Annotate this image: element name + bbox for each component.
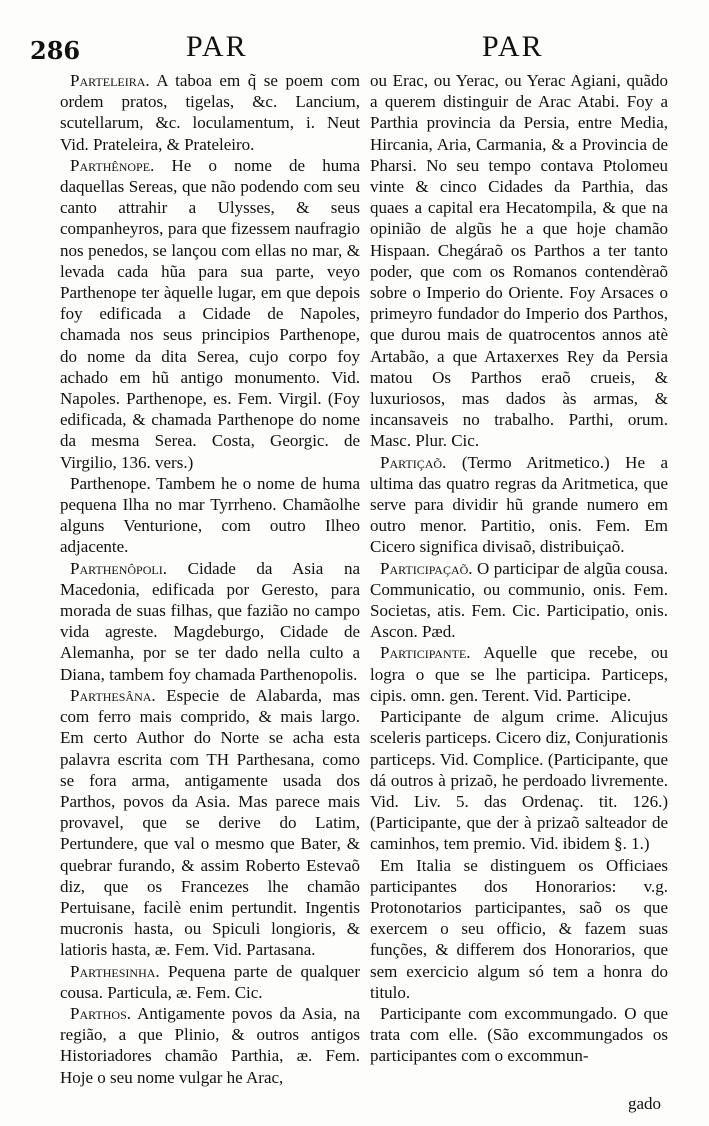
entry-headword: Partiçaõ. [380, 452, 447, 472]
entry-text: ou Erac, ou Yerac, ou Yerac Agiani, quãdo a querem distinguir de Arac Atabi. Foy a Parthia provincia da Persia, entre Media, Hircania, Aria, Carmania, & a Provincia de Pharsi. No seu tempo contava Ptolomeu vinte & cinco Cidades da Parthia, das quaes a capital era Hecatompila, & que na opinião de algũs he a que hoje chamão Hispaan. Chegáraõ os Parthos a ter tanto poder, que com os Romanos contendèraõ sobre o Imperio do Oriente. Foy Arsaces o primeyro fundador do Imperio dos Parthos, que durou mais de quatrocentos annos atè Artabão, a que Artaxerxes Rey da Persia matou Os Parthos eraõ crueis, & luxuriosos, mas dados às armas, & incansaveis no trabalho. Parthi, orum. Masc. Plur. Cic. [370, 71, 668, 451]
entry-text: Antigamente povos da Asia, na região, a que Plinio, & outros antigos Historiadores chamão Parthia, æ. Fem. Hoje o seu nome vulgar he Arac, [60, 1003, 360, 1087]
dictionary-entry [60, 1003, 360, 1088]
entry-text: (Termo Aritmetico.) He a ultima das quatro regras da Aritmetica, que serve para dividir hũ grande numero em outro menor. Partitio, onis. Fem. Em Cicero significa divisaõ, distribuiçaõ. [370, 452, 669, 557]
entry-text: Parthenope. Tambem he o nome de huma pequena Ilha no mar Tyrrheno. Chamãolhe alguns Venturione, com outro Ilheo adjacente. [60, 473, 360, 557]
entry-headword: Parthênope. [70, 155, 155, 175]
dictionary-entry [370, 1003, 668, 1067]
page-header [0, 30, 709, 70]
running-head-right: PAR [482, 30, 544, 63]
entry-headword: Parthenôpoli. [70, 558, 167, 578]
dictionary-entry-continuation [370, 70, 668, 452]
entry-text: He o nome de huma daquellas Sereas, que não podendo com seu canto attrahir a Ulysses, & seus companheyros, para que fizessem naufragio nos penedos, se lançou com ellas no mar, & levada cada hũa para sua parte, veyo Parthenope ter àquelle lugar, em que depois foy edificada a Cidade de Napoles, chamada nos seus principios Parthenope, do nome da dita Serea, cujo corpo foy achado em hũ antigo monumento. Vid. Napoles. Parthenope, es. Fem. Virgil. (Foy edificada, & chamada Parthenope do nome da mesma Serea. Costa, Georgic. de Virgilio, 136. vers.) [60, 155, 361, 472]
entry-text: Pequena parte de qualquer cousa. Particula, æ. Fem. Cic. [60, 961, 360, 1002]
dictionary-entry [60, 473, 360, 558]
dictionary-entry [370, 855, 668, 1003]
entry-headword: Parthesinha. [70, 961, 160, 981]
dictionary-entry [370, 706, 668, 854]
entry-text: Participante com excommungado. O que trata com elle. (São excommungados os participantes com o excommun- [370, 1003, 668, 1066]
entry-text: Cidade da Asia na Macedonia, edificada por Geresto, para morada de suas filhas, que fazião no campo vida agreste. Magdeburgo, Cidade de Alemanha, por se ter dado nella culto a Diana, tambem foy chamada Parthenopolis. [60, 558, 361, 684]
catchword: gado [627, 1094, 661, 1113]
entry-headword: Parthesâna. [70, 685, 156, 705]
entry-headword: Participaçaõ. [380, 558, 473, 578]
entry-text: Especie de Alabarda, mas com ferro mais comprido, & mais largo. Em certo Author do Norte se acha esta palavra escrita com TH Parthesana, como se fora arma, antigamente usada dos Parthos, povos da Asia. Mas parece mais provavel, que se derive do Latim, Pertundere, que val o mesmo que Bater, & quebrar furando, & assim Roberto Estevaõ diz, que os Francezes lhe chamão Pertuisane, facilè enim pertundit. Ingentis mucronis hasta, ou Spiculi longioris, & latioris hasta, æ. Fem. Vid. Partasana. [60, 685, 360, 960]
dictionary-entry [370, 452, 668, 558]
entry-text: A taboa em q̃ se poem com ordem pratos, tigelas, &c. Lancium, scutellarum, &c. loculamentum, i. Neut Vid. Prateleira, & Prateleiro. [60, 71, 361, 154]
entry-text: Aquelle que recebe, ou logra o que se lhe participa. Particeps, cipis. omn. gen. Terent. Vid. Participe. [370, 643, 668, 705]
dictionary-entry [60, 558, 360, 685]
right-column [370, 70, 668, 1067]
dictionary-entry [60, 961, 360, 1003]
left-column [60, 70, 360, 1088]
dictionary-entry [370, 642, 668, 706]
dictionary-entry [60, 155, 360, 473]
entry-text: Participante de algum crime. Alicujus sceleris particeps. Cicero diz, Conjurationis particeps. Vid. Complice. (Participante, que dá outros à prizaõ, he perdoado livremente. Vid. Liv. 5. das Ordenaç. tit. 126.) (Participante, que der à prizaõ salteador de caminhos, tem premio. Vid. ibidem §. 1.) [370, 707, 668, 854]
dictionary-entry [370, 558, 668, 643]
entry-text: Em Italia se distinguem os Officiaes participantes dos Honorarios: v.g. Protonotarios participantes, saõ os que exercem o seu officio, & fazem suas funções, & differem dos Honorarios, que sem exercicio algum só tem a honra do titulo. [370, 855, 668, 1002]
entry-headword: Parthos. [70, 1003, 131, 1023]
entry-headword: Parteleira. [70, 71, 150, 90]
dictionary-entry [60, 685, 360, 961]
entry-headword: Participante. [380, 643, 471, 663]
entry-text: O participar de algũa cousa. Communicatio, ou communio, onis. Fem. Societas, atis. Fem. Cic. Participatio, onis. Ascon. Pæd. [370, 558, 668, 642]
dictionary-entry [60, 70, 360, 155]
running-head-left: PAR [186, 30, 248, 63]
page-number: 286 [30, 36, 81, 65]
